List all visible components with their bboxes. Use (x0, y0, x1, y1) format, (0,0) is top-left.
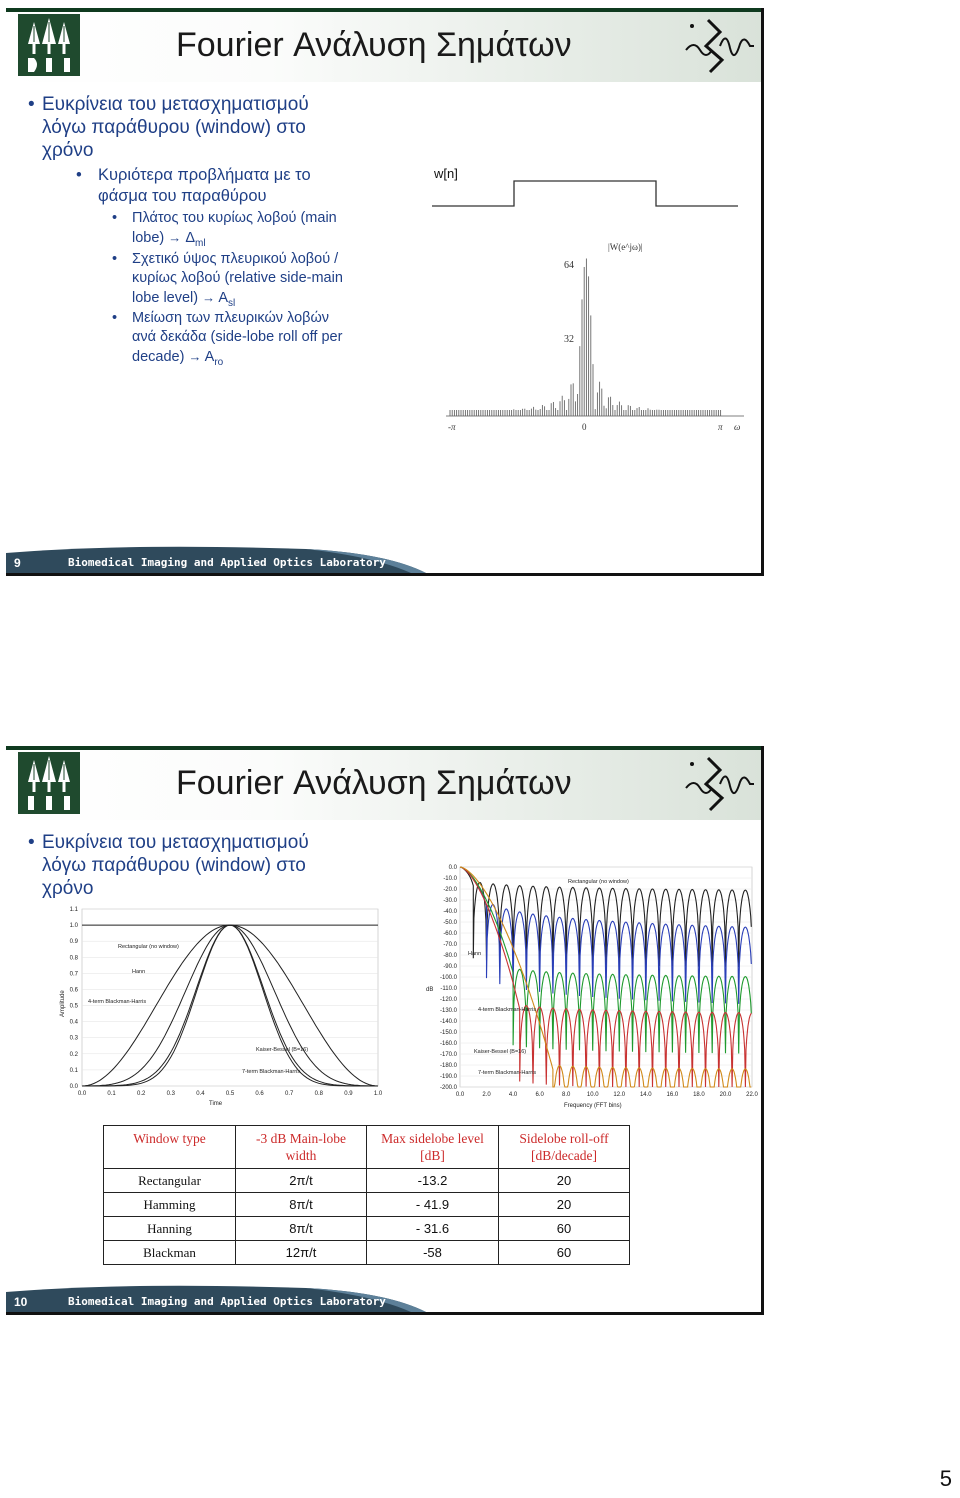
right-xlabel: Frequency (FFT bins) (564, 1103, 622, 1109)
left-x-tick: 0.3 (166, 1091, 175, 1097)
cell-window: Rectangular (104, 1169, 236, 1193)
cell-rolloff: 20 (499, 1169, 630, 1193)
wn-label: w[n] (434, 166, 458, 181)
header-line: Window type (133, 1131, 206, 1146)
item-line: • Σχετικό ύψος πλευρικού λοβού / (132, 251, 339, 267)
left-y-tick: 1.0 (69, 923, 78, 930)
bullet-line: χρόνο (42, 140, 94, 161)
right-y-tick: -80.0 (443, 953, 457, 959)
cell-window: Hanning (104, 1217, 236, 1241)
right-x-tick: 14.0 (639, 1092, 652, 1098)
x-tick-pi: π (718, 422, 723, 432)
header-sidelobe-level (367, 1126, 499, 1169)
cell-sidelobe: -58 (367, 1241, 499, 1265)
right-y-tick: -60.0 (443, 931, 457, 937)
header-window-type (104, 1126, 236, 1169)
right-y-tick: -190.0 (439, 1074, 457, 1080)
left-x-tick: 0.2 (137, 1091, 146, 1097)
cell-mainlobe: 8π/t (236, 1217, 367, 1241)
item-sidelobe-level (132, 250, 343, 313)
right-y-tick: -30.0 (443, 898, 457, 904)
left-y-tick: 1.1 (69, 907, 78, 913)
right-x-ticks (456, 1092, 759, 1098)
right-y-tick: -50.0 (443, 920, 457, 926)
page-number: 5 (939, 1466, 952, 1491)
x-tick-omega: ω (734, 422, 741, 432)
item-rolloff (132, 309, 342, 372)
right-y-tick: -70.0 (443, 942, 457, 948)
arrow-icon: → (202, 290, 216, 305)
header-line: [dB/decade] (531, 1148, 597, 1163)
table-row (104, 1217, 630, 1241)
window-spectrum-figure (426, 158, 756, 438)
slide-title: Fourier Ανάλυση Σημάτων (176, 764, 572, 802)
right-x-tick: 18.0 (693, 1092, 705, 1098)
left-y-tick: 0.7 (69, 971, 78, 978)
left-grid (82, 909, 378, 1086)
right-label-hann: Hann (468, 951, 482, 957)
header-bar (6, 8, 761, 12)
right-y-tick: -170.0 (439, 1052, 457, 1058)
header-line: width (285, 1148, 317, 1163)
left-x-tick: 0.4 (196, 1091, 205, 1097)
right-y-tick: -180.0 (439, 1063, 457, 1069)
right-y-ticks (440, 865, 458, 1091)
bullet-line: φάσμα του παραθύρου (98, 187, 267, 205)
right-x-tick: 0.0 (455, 1092, 465, 1098)
cell-rolloff: 60 (499, 1217, 630, 1241)
item-line: • Μείωση των πλευρικών λοβών (132, 310, 330, 326)
right-x-tick: 12.0 (613, 1092, 626, 1098)
left-plot-frame (82, 909, 378, 1086)
slide-number: 9 (14, 556, 21, 570)
cell-window: Blackman (104, 1241, 236, 1265)
signal-logo-icon (684, 16, 756, 76)
window-comparison-table (103, 1125, 630, 1265)
slide-9 (6, 8, 764, 576)
left-label-bh7: 7-term Blackman-Harris (242, 1069, 301, 1075)
left-x-tick: 1.0 (373, 1091, 383, 1097)
left-y-tick: 0.6 (69, 987, 78, 994)
left-y-tick: 0.0 (69, 1084, 78, 1090)
left-x-tick: 0.7 (285, 1091, 294, 1097)
item-subscript: ro (214, 356, 224, 368)
cell-sidelobe: - 41.9 (367, 1193, 499, 1217)
left-y-tick: 0.1 (69, 1067, 78, 1074)
left-label-hann: Hann (132, 969, 146, 975)
table-row (104, 1193, 630, 1217)
right-y-tick: -10.0 (443, 876, 457, 882)
right-x-tick: 16.0 (666, 1092, 679, 1098)
left-y-tick: 0.2 (69, 1051, 78, 1058)
right-y-tick: -200.0 (439, 1085, 457, 1091)
spectrum-label: |W(e^jω)| (608, 242, 643, 252)
slide-footer (6, 547, 426, 573)
item-main-lobe (132, 209, 337, 253)
university-logo-icon (18, 752, 80, 814)
right-y-tick: -100.0 (439, 975, 457, 981)
right-label-bh4: 4-term Blackman-Harris (478, 1007, 537, 1013)
left-y-tick: 0.3 (69, 1035, 78, 1042)
sub-bullet (98, 165, 311, 207)
left-x-tick: 0.9 (344, 1091, 353, 1097)
right-y-tick: -140.0 (439, 1019, 457, 1025)
item-line: • Πλάτος του κυρίως λοβού (main (132, 210, 337, 226)
item-line: lobe) (132, 230, 165, 246)
item-line: ανά δεκάδα (side-lobe roll off per (132, 329, 343, 345)
left-label-kb: Kaiser-Bessel (B=16) (256, 1047, 309, 1053)
right-x-tick: 20.0 (719, 1092, 732, 1098)
item-line: κυρίως λοβού (relative side-main (132, 270, 343, 286)
left-x-tick: 0.5 (225, 1091, 235, 1097)
cell-window: Hamming (104, 1193, 236, 1217)
cell-rolloff: 20 (499, 1193, 630, 1217)
left-x-tick: 0.1 (107, 1091, 116, 1097)
main-bullet (42, 93, 309, 162)
item-line: decade) (132, 349, 185, 365)
right-y-tick: -90.0 (443, 964, 457, 970)
main-bullet (42, 831, 309, 900)
slide-footer (6, 1286, 426, 1312)
slide-header (6, 8, 761, 82)
right-ylabel: dB (426, 987, 434, 993)
item-subscript: sl (228, 297, 236, 309)
bullet-line: λόγω παράθυρου (window) στο (42, 117, 306, 138)
cell-sidelobe: -13.2 (367, 1169, 499, 1193)
left-ylabel: Amplitude (60, 990, 66, 1017)
right-x-tick: 4.0 (508, 1092, 518, 1098)
slide-10 (6, 746, 764, 1315)
item-symbol: A (218, 290, 229, 306)
header-line: Max sidelobe level (381, 1131, 484, 1146)
left-label-bh4: 4-term Blackman-Harris (88, 999, 147, 1005)
window-spectrum-db-chart (416, 861, 761, 1111)
left-y-tick: 0.5 (69, 1003, 78, 1010)
table-header-row (104, 1126, 630, 1169)
right-y-tick: -130.0 (439, 1008, 457, 1014)
table-row (104, 1169, 630, 1193)
right-y-tick: -110.0 (440, 986, 457, 992)
header-line: [dB] (420, 1148, 445, 1163)
right-y-tick: -150.0 (439, 1030, 457, 1036)
cell-mainlobe: 2π/t (236, 1169, 367, 1193)
x-tick-neg-pi: -π (448, 422, 456, 432)
cell-sidelobe: - 31.6 (367, 1217, 499, 1241)
university-logo-icon (18, 14, 80, 76)
item-subscript: ml (195, 237, 206, 249)
header-line: -3 dB Main-lobe (256, 1131, 346, 1146)
y-tick-64: 64 (564, 260, 574, 271)
item-symbol: A (204, 349, 215, 365)
right-y-tick: -160.0 (439, 1041, 457, 1047)
item-line: lobe level) (132, 290, 199, 306)
header-line: Sidelobe roll-off (519, 1131, 609, 1146)
bullet-line: λόγω παράθυρου (window) στο (42, 855, 306, 876)
arrow-icon: → (188, 349, 202, 364)
right-label-rect: Rectangular (no window) (568, 879, 629, 885)
arrow-icon: → (168, 230, 182, 245)
right-x-tick: 10.0 (586, 1092, 599, 1098)
bullet-line: χρόνο (42, 878, 94, 899)
left-y-tick: 0.9 (69, 939, 78, 946)
bullet-line: • Ευκρίνεια του μετασχηματισμού (42, 94, 309, 115)
header-mainlobe (236, 1126, 367, 1169)
item-symbol: Δ (185, 230, 195, 246)
lab-name: Biomedical Imaging and Applied Optics Laboratory (68, 556, 386, 569)
left-x-tick: 0.0 (77, 1091, 87, 1097)
right-y-tick: -120.0 (439, 997, 457, 1003)
wn-rect-pulse (432, 181, 738, 206)
left-x-tick: 0.6 (255, 1091, 264, 1097)
cell-mainlobe: 8π/t (236, 1193, 367, 1217)
signal-logo-icon (684, 754, 756, 814)
header-rolloff (499, 1126, 630, 1169)
bullet-line: • Ευκρίνεια του μετασχηματισμού (42, 832, 309, 853)
cell-mainlobe: 12π/t (236, 1241, 367, 1265)
right-x-tick: 2.0 (482, 1092, 491, 1098)
right-x-tick: 8.0 (562, 1092, 571, 1098)
header-bar (6, 746, 761, 750)
right-x-tick: 6.0 (535, 1092, 544, 1098)
right-x-tick: 22.0 (746, 1092, 758, 1098)
lab-name: Biomedical Imaging and Applied Optics Laboratory (68, 1295, 386, 1308)
x-tick-zero: 0 (582, 422, 587, 432)
y-tick-32: 32 (564, 334, 574, 345)
left-y-tick: 0.4 (69, 1019, 78, 1026)
right-y-tick: 0.0 (448, 865, 457, 871)
window-time-chart (56, 903, 381, 1108)
left-label-rect: Rectangular (no window) (118, 944, 179, 950)
left-x-tick: 0.8 (314, 1091, 323, 1097)
right-label-kb: Kaiser-Bessel (B=16) (474, 1049, 527, 1055)
left-y-tick: 0.8 (69, 955, 78, 962)
table-row (104, 1241, 630, 1265)
right-label-bh7: 7-term Blackman-Harris (478, 1070, 537, 1076)
cell-rolloff: 60 (499, 1241, 630, 1265)
left-x-ticks (78, 1091, 383, 1097)
right-y-tick: -40.0 (443, 909, 457, 915)
spectrum-lines (450, 258, 721, 416)
slide-title: Fourier Ανάλυση Σημάτων (176, 26, 572, 64)
bullet-line: • Κυριότερα προβλήματα με το (98, 166, 311, 184)
left-y-ticks (70, 907, 79, 1090)
right-y-tick: -20.0 (443, 887, 457, 893)
slide-number: 10 (14, 1295, 28, 1309)
slide-header (6, 746, 761, 820)
left-xlabel: Time (209, 1101, 223, 1107)
